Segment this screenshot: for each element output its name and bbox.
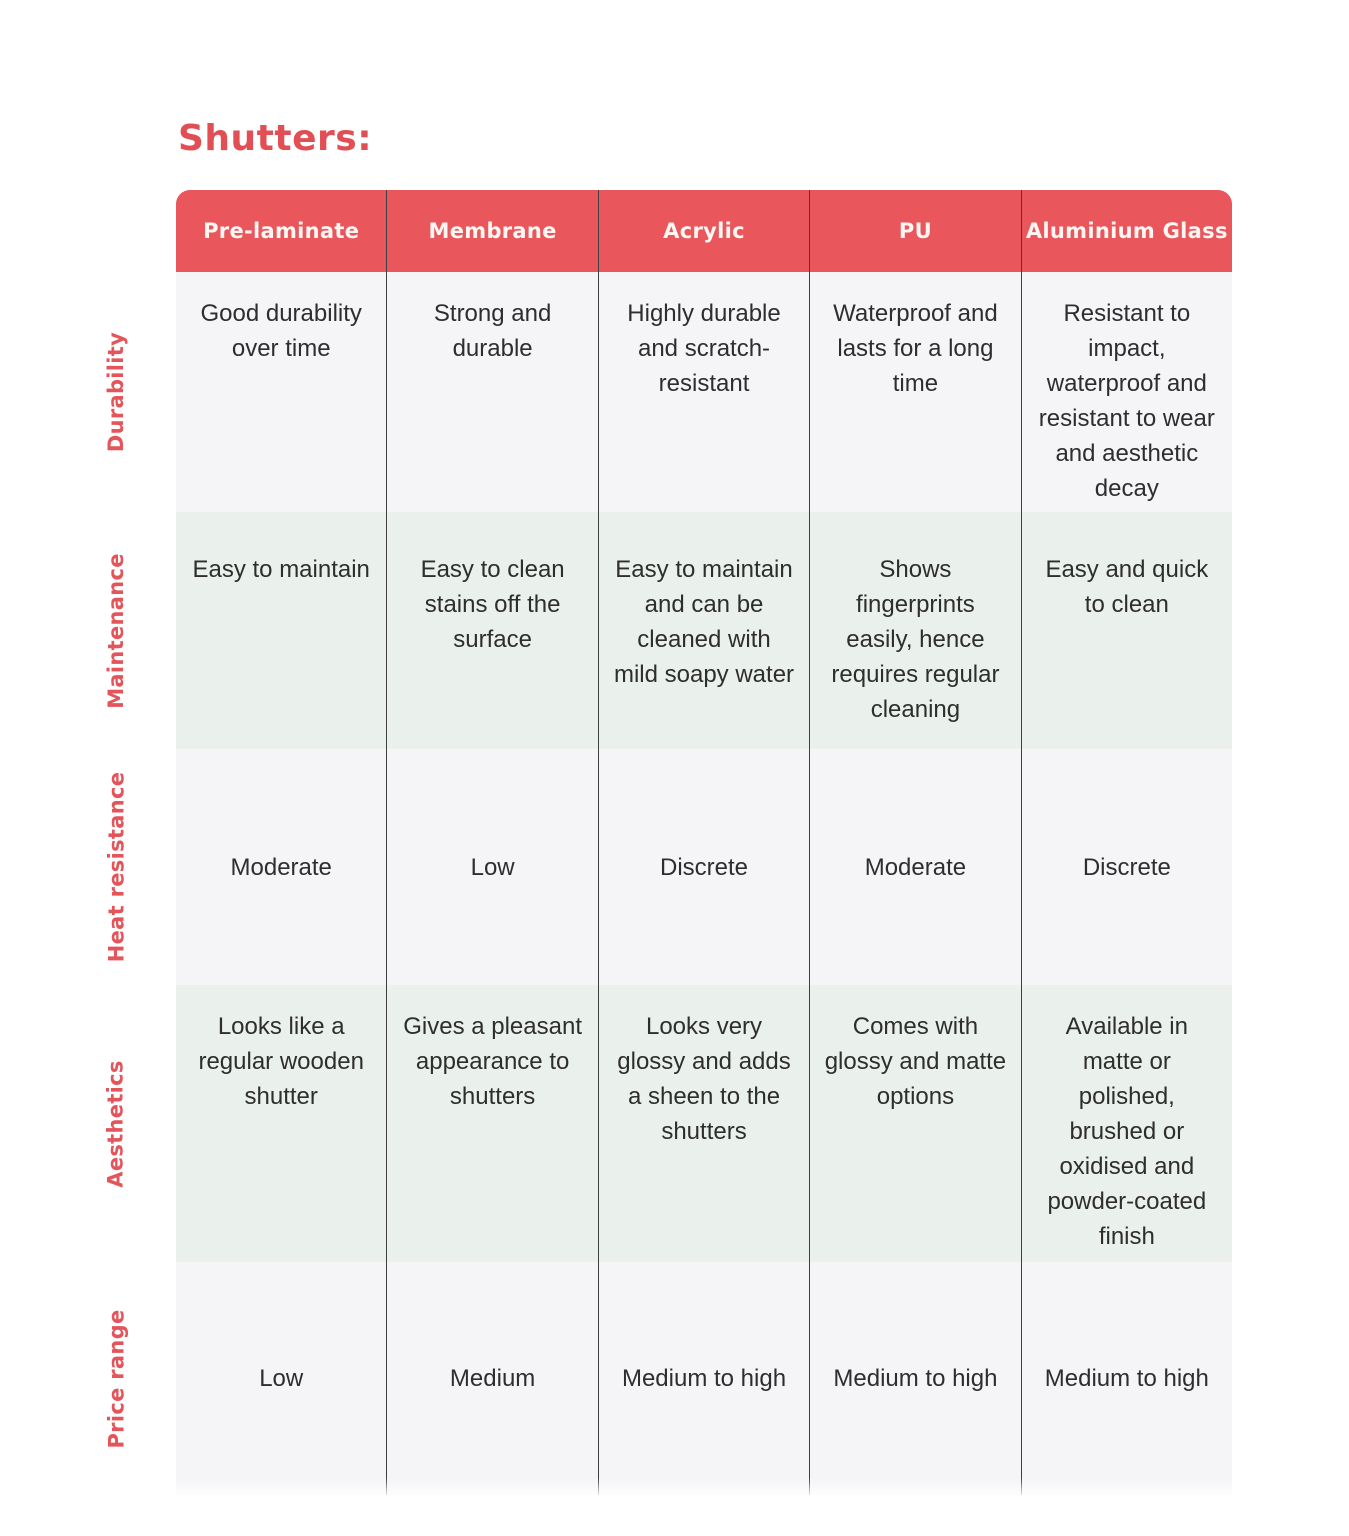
table-cell: Looks very glossy and adds a sheen to the shutters <box>598 985 809 1262</box>
table-cell: Low <box>386 749 597 985</box>
row-label-cell <box>84 985 148 1262</box>
table-cell: Shows fingerprints easily, hence requires regular cleaning <box>809 512 1020 749</box>
table-row-durability <box>176 272 1232 512</box>
table-cell: Medium to high <box>809 1262 1020 1495</box>
table-cell: Moderate <box>230 853 332 881</box>
table-cell: Low <box>259 1365 304 1392</box>
comparison-table <box>176 190 1232 1495</box>
row-label-cell <box>84 1262 148 1495</box>
table-cell: Medium to high <box>1021 1262 1232 1495</box>
table-row-maintenance <box>176 512 1232 749</box>
row-label-cell <box>84 512 148 749</box>
row-labels-rail <box>84 272 148 1495</box>
column-header-acrylic: Acrylic <box>598 190 809 272</box>
table-cell: Easy and quick to clean <box>1021 512 1232 749</box>
page-title: Shutters: <box>178 118 373 159</box>
table-cell: Moderate <box>809 749 1020 985</box>
table-cell: Comes with glossy and matte options <box>809 985 1020 1262</box>
column-header-pu: PU <box>809 190 1020 272</box>
table-cell: Good durability over time <box>200 300 362 362</box>
table-row-heat-resistance <box>176 749 1232 985</box>
row-label-cell <box>84 272 148 512</box>
row-label-maintenance: Maintenance <box>104 552 128 709</box>
table-cell: Discrete <box>598 749 809 985</box>
table-header-row <box>176 190 1232 272</box>
table-row-price-range <box>176 1262 1232 1495</box>
column-header-aluminium-glass: Aluminium Glass <box>1021 190 1232 272</box>
column-header-membrane: Membrane <box>386 190 597 272</box>
table-cell: Resistant to impact, waterproof and resistant to wear and aesthetic decay <box>1021 272 1232 512</box>
row-label-cell <box>84 749 148 985</box>
table-cell: Medium to high <box>598 1262 809 1495</box>
row-label-aesthetics: Aesthetics <box>104 1059 129 1188</box>
table-cell: Waterproof and lasts for a long time <box>809 272 1020 512</box>
row-label-durability: Durability <box>104 331 129 453</box>
table-row-aesthetics <box>176 985 1232 1262</box>
table-cell: Easy to maintain and can be cleaned with mild soapy water <box>598 512 809 749</box>
table-cell: Easy to clean stains off the surface <box>386 512 597 749</box>
table-cell: Easy to maintain <box>192 556 370 583</box>
row-label-price-range: Price range <box>104 1308 129 1449</box>
table-cell: Discrete <box>1021 749 1232 985</box>
row-label-heat-resistance: Heat resistance <box>104 771 128 963</box>
table-cell: Highly durable and scratch-resistant <box>598 272 809 512</box>
table-cell: Looks like a regular wooden shutter <box>198 1013 364 1110</box>
table-cell: Gives a pleasant appearance to shutters <box>386 985 597 1262</box>
table-cell: Strong and durable <box>386 272 597 512</box>
table-cell: Available in matte or polished, brushed or oxidised and powder-coated finish <box>1021 985 1232 1262</box>
column-header-pre-laminate: Pre-laminate <box>203 219 360 243</box>
table-cell: Medium <box>386 1262 597 1495</box>
